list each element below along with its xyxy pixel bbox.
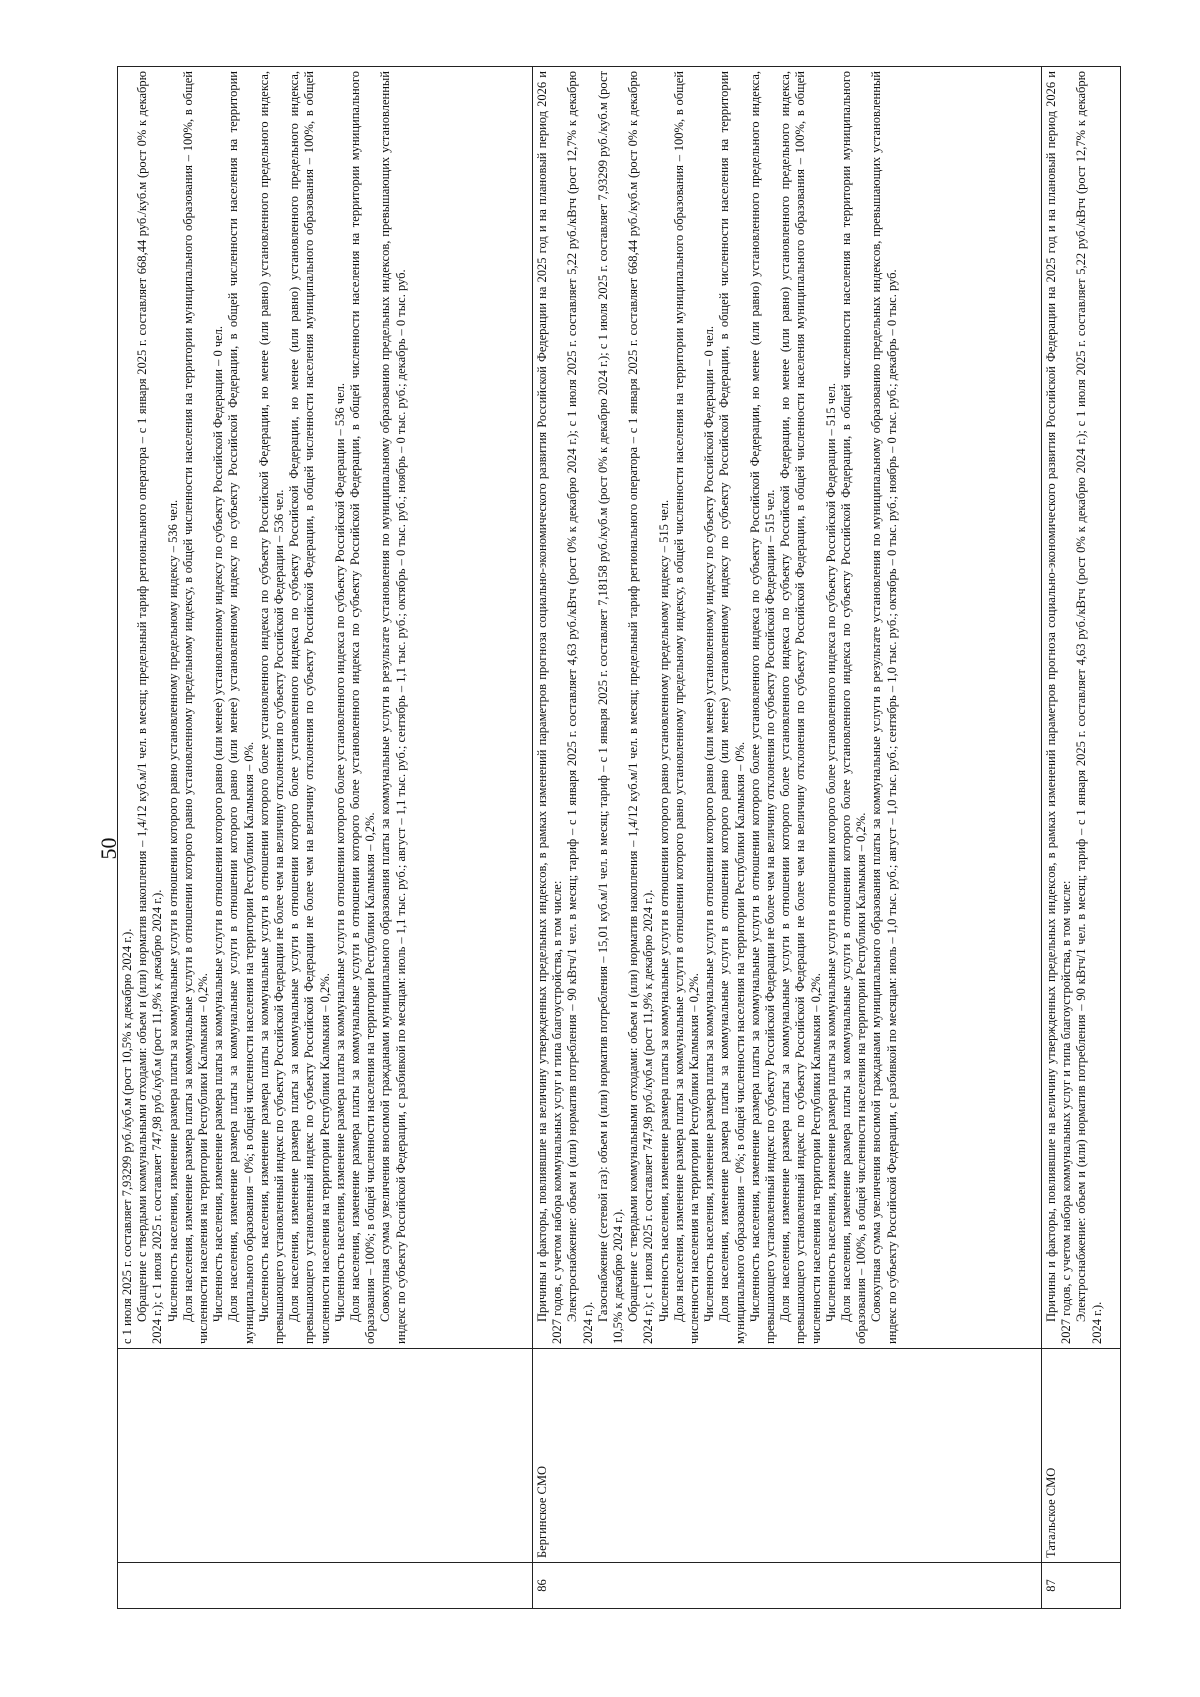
row-number: 87 — [1042, 1563, 1121, 1609]
paragraph: Доля населения, изменение размера платы за коммунальные услуги в отношении которого более установленного индекса по субъекту Российской Федерации, но менее (или равно) установленного предельного индекса, превышающего установленный индекс по субъекту Российской Федерации не более чем на величину отклонения по субъекту Российской Федерации, в общей численности населения муниципального образования – 100%, в общей численности населения на территории Республики Калмыкия – 0,2%. — [287, 71, 332, 1344]
paragraph: Газоснабжение (сетевой газ): объем и (или) норматив потребления – 15,01 куб.м/1 чел. в месяц; тариф – с 1 января 2025 г. составляет 7,18158 руб./куб.м (рост 0% к декабрю 2024 г.); с 1 июля 2025 г. составляет 7,93299 руб./куб.м (рост 10,5% к декабрю 2024 г.). — [595, 71, 626, 1344]
paragraph: Численность населения, изменение размера платы за коммунальные услуги в отношении которого более установленного индекса по субъекту Российской Федерации – 536 чел. — [332, 383, 347, 1322]
paragraph: Численность населения, изменение размера платы за коммунальные услуги в отношении которого более установленного индекса по субъекту Российской Федерации – 515 чел. — [823, 383, 838, 1322]
indices-table — [117, 66, 1121, 1609]
paragraph: Доля населения, изменение размера платы за коммунальные услуги в отношении которого более установленного индекса по субъекту Российской Федерации, в общей численности населения на территории муниципального образования – 100%, в общей численности населения на территории Республики Калмыкия – 0,2%. — [839, 71, 869, 1344]
municipality-name: Татальское СМО — [1042, 1349, 1121, 1563]
paragraph: Численность населения, изменение размера платы за коммунальные услуги в отношении которого более установленного индекса по субъекту Российской Федерации, но менее (или равно) установленного предельного индекса, превышающего установленный индекс по субъекту Российской Федерации не более чем на величину отклонения по субъекту Российской Федерации – 515 чел. — [747, 71, 778, 1344]
paragraph: Доля населения, изменение размера платы за коммунальные услуги в отношении которого более установленного индекса по субъекту Российской Федерации, в общей численности населения на территории муниципального образования – 100%; в общей численности населения на территории Республики Калмыкия – 0,2%. — [348, 71, 378, 1344]
table-row — [118, 67, 533, 1609]
paragraph: Доля населения, изменение размера платы за коммунальные услуги в отношении которого более установленного индекса по субъекту Российской Федерации, но менее (или равно) установленного предельного индекса, превышающего установленный индекс по субъекту Российской Федерации не более чем на величину отклонения по субъекту Российской Федерации, в общей численности населения муниципального образования – 100%, в общей численности населения на территории Республики Калмыкия – 0,2%. — [778, 71, 823, 1344]
paragraph: Численность населения, изменение размера платы за коммунальные услуги в отношении которого равно (или менее) установленному индексу по субъекту Российской Федерации – 0 чел. — [702, 325, 717, 1322]
paragraph: Доля населения, изменение размера платы за коммунальные услуги в отношении которого равно (или менее) установленному индексу по субъекту Российской Федерации, в общей численности населения на территории муниципального образования – 0%; в общей численности населения на территории Республики Калмыкия – 0%. — [226, 71, 256, 1344]
row-content — [118, 67, 533, 1349]
paragraph: Обращение с твердыми коммунальными отходами: объем и (или) норматив накопления – 1,4/12 куб.м/1 чел. в месяц; предельный тариф регионального оператора – с 1 января 2025 г. составляет 668,44 руб./куб.м (рост 0% к декабрю 2024 г.); с 1 июля 2025 г. составляет 747,98 руб./куб.м (рост 11,9% к декабрю 2024 г.). — [135, 71, 165, 1344]
paragraph: Причины и факторы, повлиявшие на величину утвержденных предельных индексов, в рамках изменений параметров прогноза социально-экономического развития Российской Федерации на 2025 год и на плановый период 2026 и 2027 годов, с учетом набора коммунальных услуг и типа благоустройства, в том числе: — [535, 71, 565, 1344]
page-number: 50 — [96, 837, 121, 860]
paragraph: Совокупная сумма увеличения вносимой гражданами муниципального образования платы за коммунальные услуги в результате установления по муниципальному образованию предельных индексов, превышающих установленный индекс по субъекту Российской Федерации, с разбивкой по месяцам: июль – 1,1 тыс. руб.; август – 1,1 тыс. руб.; сентябрь – 1,1 тыс. руб.; октябрь – 0 тыс. руб.; ноябрь – 0 тыс. руб.; декабрь – 0 тыс. руб. — [378, 71, 408, 1344]
paragraph: Причины и факторы, повлиявшие на величину утвержденных предельных индексов, в рамках изменений параметров прогноза социально-экономического развития Российской Федерации на 2025 год и на плановый период 2026 и 2027 годов, с учетом набора коммунальных услуг и типа благоустройства, в том числе: — [1044, 71, 1074, 1344]
paragraph: Численность населения, изменение размера платы за коммунальные услуги в отношении которого более установленного индекса по субъекту Российской Федерации, но менее (или равно) установленного предельного индекса, превышающего установленный индекс по субъекту Российской Федерации не более чем на величину отклонения по субъекту Российской Федерации – 536 чел. — [256, 71, 287, 1344]
row-number: 86 — [533, 1563, 1042, 1609]
paragraph: Численность населения, изменение размера платы за коммунальные услуги в отношении которого равно установленному предельному индексу – 536 чел. — [165, 499, 180, 1322]
paragraph: Обращение с твердыми коммунальными отходами: объем и (или) норматив накопления – 1,4/12 куб.м/1 чел. в месяц; предельный тариф регионального оператора – с 1 января 2025 г. составляет 668,44 руб./куб.м (рост 0% к декабрю 2024 г.); с 1 июля 2025 г. составляет 747,98 руб./куб.м (рост 11,9% к декабрю 2024 г.). — [626, 71, 656, 1344]
paragraph: Электроснабжение: объем и (или) норматив потребления – 90 кВтч/1 чел. в месяц; тариф – с 1 января 2025 г. составляет 4,63 руб./кВтч (рост 0% к декабрю 2024 г.); с 1 июля 2025 г. составляет 5,22 руб./кВтч (рост 12,7% к декабрю 2024 г.). — [565, 71, 595, 1344]
municipality-name: Бергинское СМО — [533, 1349, 1042, 1563]
paragraph: Доля населения, изменение размера платы за коммунальные услуги в отношении которого равно (или менее) установленному индексу по субъекту Российской Федерации, в общей численности населения на территории муниципального образования – 0%; в общей численности населения на территории Республики Калмыкия – 0%. — [717, 71, 747, 1344]
paragraph: Доля населения, изменение размера платы за коммунальные услуги в отношении которого равно установленному предельному индексу, в общей численности населения на территории муниципального образования – 100%, в общей численности населения на территории Республики Калмыкия – 0,2%. — [671, 71, 702, 1344]
paragraph: Численность населения, изменение размера платы за коммунальные услуги в отношении которого равно установленному предельному индексу – 515 чел. — [656, 499, 671, 1322]
row-content — [533, 67, 1042, 1349]
municipality-name — [118, 1349, 533, 1563]
paragraph: Доля населения, изменение размера платы за коммунальные услуги в отношении которого равно установленному предельному индексу, в общей численности населения на территории муниципального образования – 100%, в общей численности населения на территории Республики Калмыкия – 0,2%. — [180, 71, 211, 1344]
table-row — [1042, 67, 1121, 1609]
paragraph: Совокупная сумма увеличения вносимой гражданами муниципального образования платы за коммунальные услуги в результате установления по муниципальному образованию предельных индексов, превышающих установленный индекс по субъекту Российской Федерации, с разбивкой по месяцам: июль – 1,0 тыс. руб.; август – 1,0 тыс. руб.; сентябрь – 1,0 тыс. руб.; октябрь – 0 тыс. руб.; ноябрь – 0 тыс. руб.; декабрь – 0 тыс. руб. — [869, 71, 899, 1344]
paragraph: Электроснабжение: объем и (или) норматив потребления – 90 кВтч/1 чел. в месяц; тариф – с 1 января 2025 г. составляет 4,63 руб./кВтч (рост 0% к декабрю 2024 г.); с 1 июля 2025 г. составляет 5,22 руб./кВтч (рост 12,7% к декабрю 2024 г.). — [1074, 71, 1104, 1344]
paragraph: Численность населения, изменение размера платы за коммунальные услуги в отношении которого равно (или менее) установленному индексу по субъекту Российской Федерации – 0 чел. — [211, 325, 226, 1322]
row-content — [1042, 67, 1121, 1349]
row-number — [118, 1563, 533, 1609]
paragraph: с 1 июля 2025 г. составляет 7,93299 руб./куб.м (рост 10,5% к декабрю 2024 г.). — [120, 928, 134, 1344]
table-row — [533, 67, 1042, 1609]
